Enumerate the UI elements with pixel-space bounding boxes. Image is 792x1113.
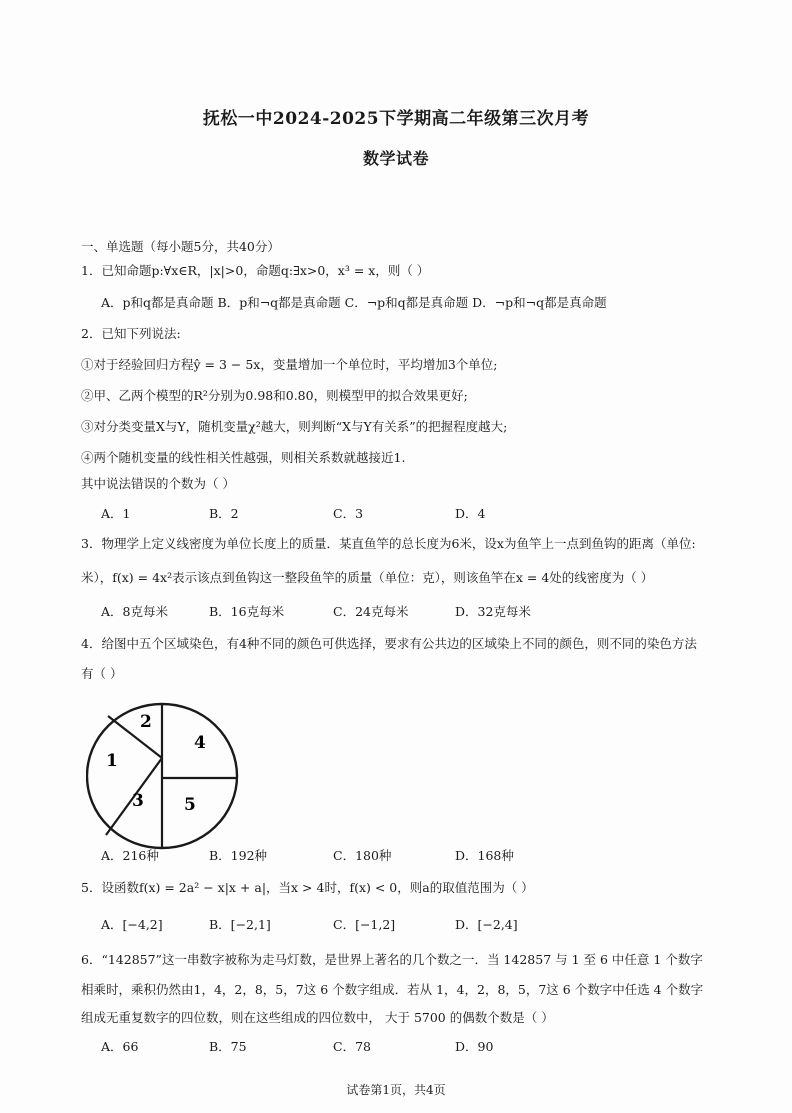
section-heading: 一、单选题（每小题5分，共40分） bbox=[81, 239, 280, 254]
q4-option-c: C．180种 bbox=[333, 848, 392, 863]
exam-subtitle: 数学试卷 bbox=[362, 149, 429, 168]
q4-option-d: D．168种 bbox=[455, 848, 514, 863]
q5-option-b: B．[−2,1] bbox=[209, 917, 271, 932]
q2-option-c: C．3 bbox=[333, 506, 364, 521]
q3-line-1: 3．物理学上定义线密度为单位长度上的质量．某直鱼竿的总长度为6米，设x为鱼竿上一点到鱼钩的距离（单位: bbox=[81, 536, 696, 551]
q3-option-a: A．8克每米 bbox=[101, 604, 168, 619]
q6-option-b: B．75 bbox=[209, 1039, 247, 1054]
q3-option-c: C．24克每米 bbox=[333, 604, 409, 619]
region-label-3: 3 bbox=[132, 791, 144, 811]
q6-line-3: 组成无重复数字的四位数，则在这些组成的四位数中， 大于 5700 的偶数个数是（ ） bbox=[81, 1010, 554, 1025]
region-label-2: 2 bbox=[140, 712, 152, 732]
q4-line-2: 有（ ） bbox=[81, 666, 123, 681]
q3-option-b: B．16克每米 bbox=[209, 604, 285, 619]
q2-option-d: D．4 bbox=[455, 506, 486, 521]
q6-option-a: A．66 bbox=[101, 1039, 139, 1054]
q2-statement-4: ④两个随机变量的线性相关性越强，则相关系数就越接近1. bbox=[81, 450, 406, 465]
exam-title: 抚松一中2024-2025下学期高二年级第三次月考 bbox=[202, 109, 590, 129]
q1-stem: 1．已知命题p:∀x∈R，|x|>0，命题q:∃x>0，x³ = x，则（ ） bbox=[81, 263, 430, 278]
q6-option-c: C．78 bbox=[333, 1039, 371, 1054]
region-label-1: 1 bbox=[106, 751, 118, 771]
q2-statement-1: ①对于经验回归方程ŷ = 3 − 5x，变量增加一个单位时，平均增加3个单位; bbox=[81, 357, 498, 372]
q6-line-1: 6．“142857”这一串数字被称为走马灯数，是世界上著名的几个数之一．当 142857 与 1 至 6 中任意 1 个数字 bbox=[81, 952, 703, 967]
q2-statement-2: ②甲、乙两个模型的R²分别为0.98和0.80，则模型甲的拟合效果更好; bbox=[81, 388, 468, 403]
q5-option-d: D．[−2,4] bbox=[455, 917, 518, 932]
q5-option-c: C．[−1,2] bbox=[333, 917, 396, 932]
q1-options: A．p和q都是真命题 B．p和¬q都是真命题 C．¬p和q都是真命题 D．¬p和¬q都是真命题 bbox=[101, 295, 607, 310]
region-label-4: 4 bbox=[194, 733, 206, 753]
q5-stem: 5．设函数f(x) = 2a² − x|x + a|，当x > 4时，f(x) < 0，则a的取值范围为（ ） bbox=[81, 880, 534, 895]
page-footer: 试卷第1页，共4页 bbox=[346, 1083, 446, 1097]
q6-line-2: 相乘时，乘积仍然由1，4，2，8，5，7这 6 个数字组成．若从 1，4，2，8，5，7这 6 个数字中任选 4 个数字 bbox=[81, 982, 704, 997]
q3-line-2: 米），f(x) = 4x²表示该点到鱼钩这一整段鱼竿的质量（单位：克），则该鱼竿在x = 4处的线密度为（ ） bbox=[81, 570, 654, 585]
q2-stem: 2．已知下列说法: bbox=[81, 326, 181, 341]
q6-option-d: D．90 bbox=[455, 1039, 494, 1054]
q5-option-a: A．[−4,2] bbox=[101, 917, 163, 932]
five-region-circle-diagram bbox=[86, 700, 244, 850]
q2-question: 其中说法错误的个数为（ ） bbox=[81, 476, 235, 491]
q2-option-a: A．1 bbox=[101, 506, 131, 521]
q2-option-b: B．2 bbox=[209, 506, 239, 521]
q4-option-a: A．216种 bbox=[101, 848, 159, 863]
region-label-5: 5 bbox=[184, 795, 196, 815]
q4-line-1: 4．给图中五个区域染色，有4种不同的颜色可供选择，要求有公共边的区域染上不同的颜色，则不同的染色方法 bbox=[81, 636, 697, 651]
q3-option-d: D．32克每米 bbox=[455, 604, 531, 619]
q4-option-b: B．192种 bbox=[209, 848, 268, 863]
q2-statement-3: ③对分类变量X与Y，随机变量χ²越大，则判断“X与Y有关系”的把握程度越大; bbox=[81, 419, 508, 434]
